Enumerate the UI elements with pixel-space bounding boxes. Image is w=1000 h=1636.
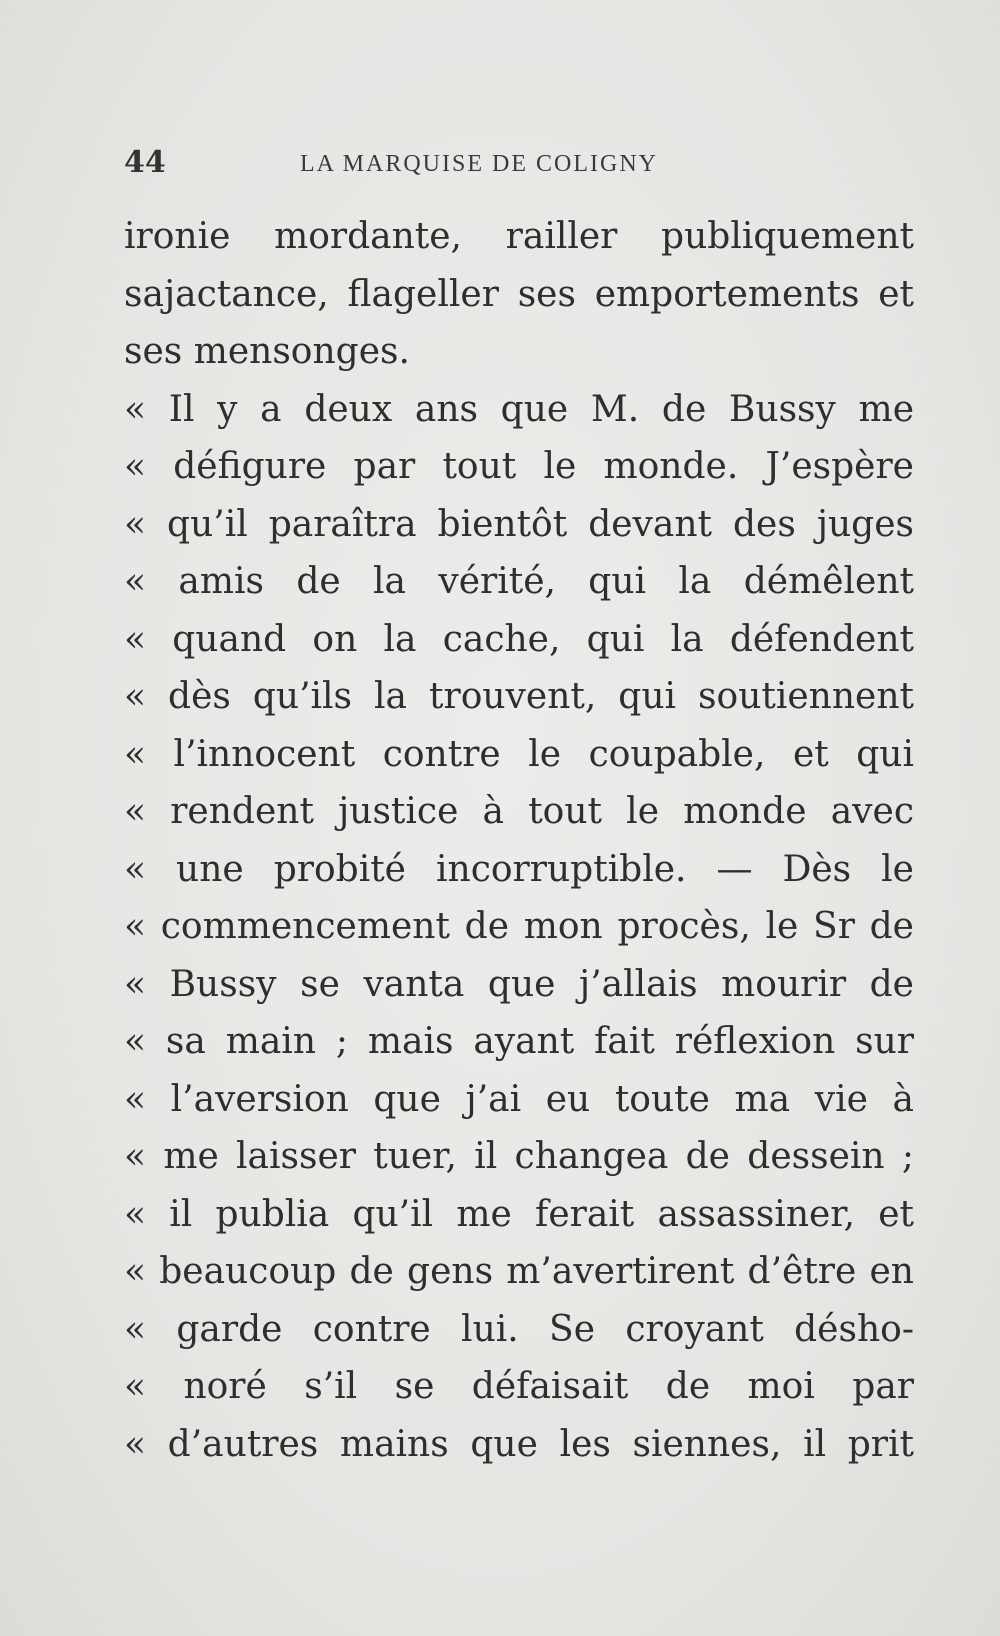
text-line: « sa main ; mais ayant fait réflexion sur [124, 1021, 914, 1062]
text-line: « défigure par tout le monde. J’espère [124, 446, 914, 487]
text-line: « amis de la vérité, qui la démêlent [124, 561, 914, 602]
running-head [124, 145, 904, 185]
text-line: « rendent justice à tout le monde avec [124, 791, 914, 832]
text-line: « l’aversion que j’ai eu toute ma vie à [124, 1078, 914, 1120]
text-line: « dès qu’ils la trouvent, qui soutiennent [124, 676, 914, 717]
text-line: « commencement de mon procès, le Sr de [124, 906, 914, 947]
text-line: « une probité incorruptible. — Dès le [124, 848, 914, 890]
text-line: « garde contre lui. Se croyant désho- [124, 1308, 914, 1350]
text-line: « noré s’il se défaisait de moi par [124, 1366, 914, 1407]
text-line: « quand on la cache, qui la défendent [124, 618, 914, 660]
text-line: « Bussy se vanta que j’allais mourir de [124, 963, 914, 1005]
text-line: « l’innocent contre le coupable, et qui [124, 733, 914, 775]
text-line: « Il y a deux ans que M. de Bussy me [124, 388, 914, 430]
text-line: « qu’il paraîtra bientôt devant des juges [124, 503, 914, 545]
text-line: « me laisser tuer, il changea de dessein ; [124, 1136, 914, 1177]
text-line: « beaucoup de gens m’avertirent d’être en [124, 1251, 914, 1292]
page-number: 44 [124, 145, 166, 180]
text-line: « d’autres mains que les siennes, il prit [124, 1423, 914, 1465]
text-line: « il publia qu’il me ferait assassiner, et [124, 1193, 914, 1235]
body-text [124, 208, 914, 1473]
text-line: ironie mordante, railler publiquement [124, 216, 914, 257]
text-line: sajactance, flageller ses emportements et [124, 273, 914, 315]
text-line: ses mensonges. [124, 331, 410, 372]
running-title: LA MARQUISE DE COLIGNY [300, 151, 658, 177]
